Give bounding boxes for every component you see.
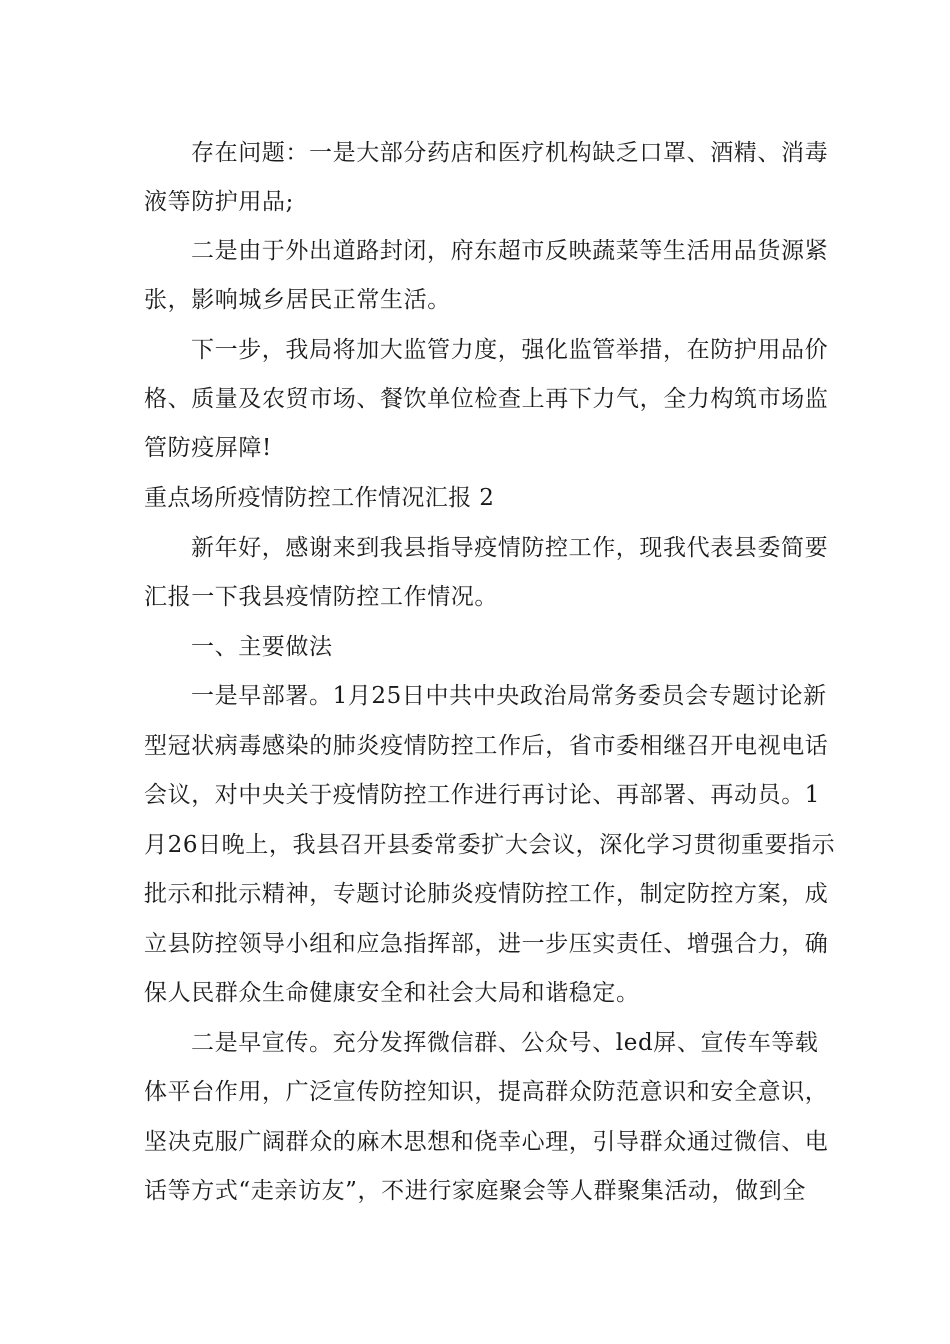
text-line: 二是由于外出道路封闭，府东超市反映蔬菜等生活用品货源紧 — [191, 238, 829, 264]
text-line: 体平台作用，广泛宣传防控知识，提高群众防范意识和安全意识， — [144, 1079, 829, 1105]
text-line: 立县防控领导小组和应急指挥部，进一步压实责任、增强合力，确 — [144, 931, 829, 957]
text-line: 月26日晚上，我县召开县委常委扩大会议，深化学习贯彻重要指示 — [144, 832, 836, 858]
text-line: 保人民群众生命健康安全和社会大局和谐稳定。 — [144, 980, 640, 1006]
text-line: 存在问题：一是大部分药店和医疗机构缺乏口罩、酒精、消毒 — [191, 140, 829, 166]
text-line: 管防疫屏障! — [144, 435, 272, 461]
text-line: 一是早部署。1月25日中共中央政治局常务委员会专题讨论新 — [191, 683, 827, 709]
text-line: 新年好，感谢来到我县指导疫情防控工作，现我代表县委简要 — [191, 535, 829, 561]
text-line: 液等防护用品; — [144, 189, 294, 215]
text-line: 会议，对中央关于疫情防控工作进行再讨论、再部署、再动员。1 — [144, 782, 821, 808]
text-line: 批示和批示精神，专题讨论肺炎疫情防控工作，制定防控方案，成 — [144, 881, 829, 907]
text-line: 汇报一下我县疫情防控工作情况。 — [144, 584, 498, 610]
text-line: 下一步，我局将加大监管力度，强化监管举措，在防护用品价 — [191, 337, 829, 363]
text-line: 坚决克服广阔群众的麻木思想和侥幸心理，引导群众通过微信、电 — [144, 1129, 829, 1155]
section-heading: 重点场所疫情防控工作情况汇报 2 — [144, 485, 495, 511]
text-line: 二是早宣传。充分发挥微信群、公众号、led屏、宣传车等载 — [191, 1030, 819, 1056]
text-line: 张，影响城乡居民正常生活。 — [144, 287, 451, 313]
text-line: 型冠状病毒感染的肺炎疫情防控工作后，省市委相继召开电视电话 — [144, 733, 829, 759]
text-line: 话等方式“走亲访友”，不进行家庭聚会等人群聚集活动，做到全 — [144, 1178, 806, 1204]
text-line: 格、质量及农贸市场、餐饮单位检查上再下力气，全力构筑市场监 — [144, 386, 829, 412]
subheading: 一、主要做法 — [191, 634, 333, 660]
